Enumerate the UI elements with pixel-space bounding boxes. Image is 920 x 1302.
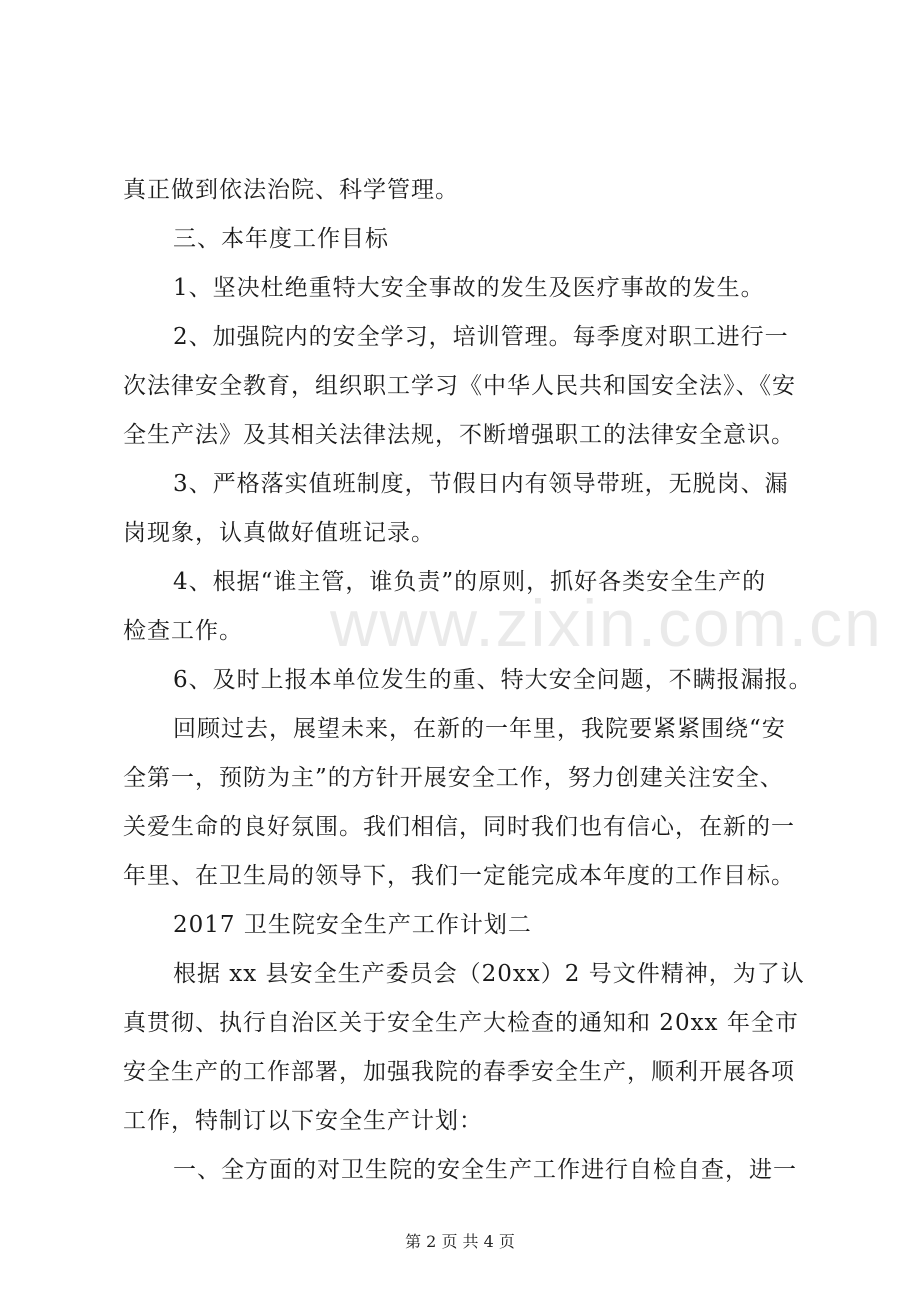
text-line: 1、坚决杜绝重特大安全事故的发生及医疗事故的发生。 (173, 275, 765, 301)
text-line: 岗现象，认真做好值班记录。 (123, 520, 435, 546)
text-line: 全生产法》及其相关法律法规，不断增强职工的法律安全意识。 (123, 422, 795, 448)
text-line: 回顾过去，展望未来，在新的一年里，我院要紧紧围绕“安 (173, 716, 786, 742)
text-line: 检查工作。 (123, 618, 243, 644)
text-line: 3、严格落实值班制度，节假日内有领导带班，无脱岗、漏 (173, 471, 789, 497)
text-line: 真正做到依法治院、科学管理。 (123, 177, 459, 203)
text-line: 真贯彻、执行自治区关于安全生产大检查的通知和 20xx 年全市 (123, 1010, 799, 1036)
text-line: 全第一，预防为主”的方针开展安全工作，努力创建关注安全、 (123, 765, 784, 791)
section-heading: 三、本年度工作目标 (173, 226, 389, 252)
text-line: 6、及时上报本单位发生的重、特大安全问题，不瞒报漏报。 (173, 667, 813, 693)
text-line: 根据 xx 县安全生产委员会（20xx）2 号文件精神，为了认 (173, 961, 805, 987)
watermark-text: www.zixin.com.cn (330, 586, 883, 660)
text-line: 2、加强院内的安全学习，培训管理。每季度对职工进行一 (173, 324, 789, 350)
text-line: 安全生产的工作部署，加强我院的春季安全生产，顺利开展各项 (123, 1059, 795, 1085)
text-line: 工作，特制订以下安全生产计划： (123, 1108, 483, 1134)
text-line: 4、根据“谁主管，谁负责”的原则，抓好各类安全生产的 (173, 569, 767, 595)
text-line: 年里、在卫生局的领导下，我们一定能完成本年度的工作目标。 (123, 863, 795, 889)
text-line: 关爱生命的良好氛围。我们相信，同时我们也有信心，在新的一 (123, 814, 795, 840)
section-heading: 2017 卫生院安全生产工作计划二 (173, 912, 532, 938)
page-footer: 第 2 页 共 4 页 (405, 1232, 515, 1251)
text-line: 一、全方面的对卫生院的安全生产工作进行自检自查，进一 (173, 1157, 797, 1183)
text-line: 次法律安全教育，组织职工学习《中华人民共和国安全法》、《安 (123, 373, 796, 399)
